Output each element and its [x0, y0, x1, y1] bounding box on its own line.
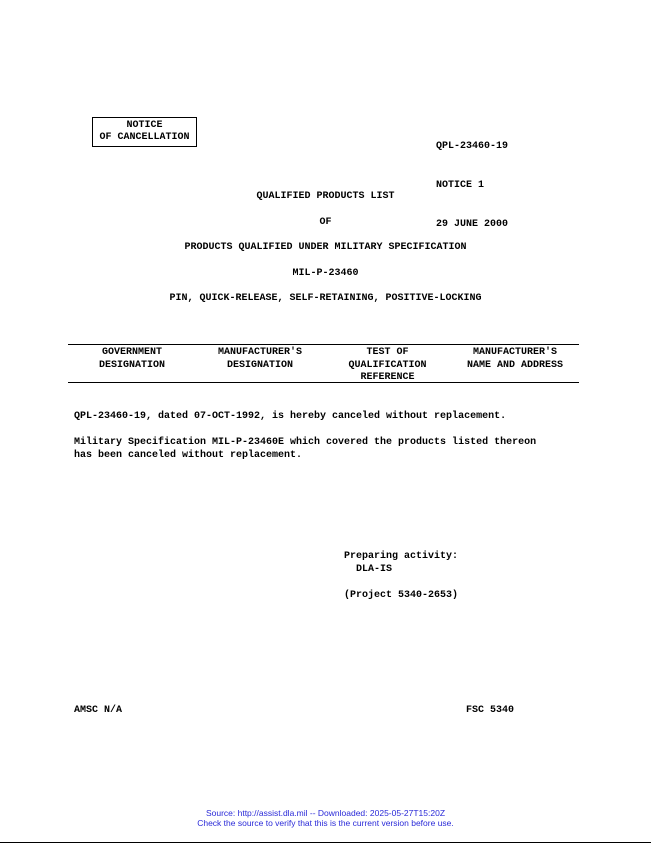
- cancellation-label: OF CANCELLATION: [99, 132, 190, 143]
- cancellation-statement: QPL-23460-19, dated 07-OCT-1992, is hereby canceled without replacement.: [74, 411, 507, 422]
- header-government-designation: GOVERNMENT DESIGNATION: [98, 347, 165, 371]
- notice-date: 29 JUNE 2000: [436, 219, 509, 230]
- document-number: QPL-23460-19: [436, 141, 509, 152]
- fsc-code: FSC 5340: [466, 705, 515, 716]
- specification-cancellation-statement: Military Specification MIL-P-23460E which covered the products listed thereon has been canceled without replacement.: [74, 437, 537, 461]
- preparing-activity-label: Preparing activity:: [344, 551, 459, 562]
- table-bottom-rule: [68, 382, 579, 383]
- notice-of-cancellation-box: [92, 117, 197, 147]
- preparing-activity-name: DLA-IS: [356, 564, 393, 575]
- header-manufacturers-designation: MANUFACTURER'S DESIGNATION: [217, 347, 302, 371]
- project-number: (Project 5340-2653): [344, 590, 459, 601]
- page-bottom-edge: [0, 842, 651, 843]
- header-manufacturers-name-address: MANUFACTURER'S NAME AND ADDRESS: [466, 347, 563, 371]
- table-top-rule: [68, 344, 579, 345]
- product-description: PIN, QUICK-RELEASE, SELF-RETAINING, POSITIVE-LOCKING: [169, 293, 482, 304]
- source-note-line-1: Source: http://assist.dla.mil -- Downloaded: 2025-05-27T15:20Z: [205, 808, 446, 818]
- specification-number: MIL-P-23460: [292, 268, 359, 279]
- header-test-of-qualification-reference: TEST OF QUALIFICATION REFERENCE: [348, 347, 427, 383]
- amsc-code: AMSC N/A: [74, 705, 123, 716]
- notice-number: NOTICE 1: [436, 180, 485, 191]
- title-line-2: OF: [319, 217, 332, 228]
- title-line-3: PRODUCTS QUALIFIED UNDER MILITARY SPECIFICATION: [184, 242, 467, 253]
- notice-label: NOTICE: [126, 120, 163, 131]
- source-note-line-2: Check the source to verify that this is the current version before use.: [197, 818, 454, 828]
- title-line-1: QUALIFIED PRODUCTS LIST: [256, 191, 395, 202]
